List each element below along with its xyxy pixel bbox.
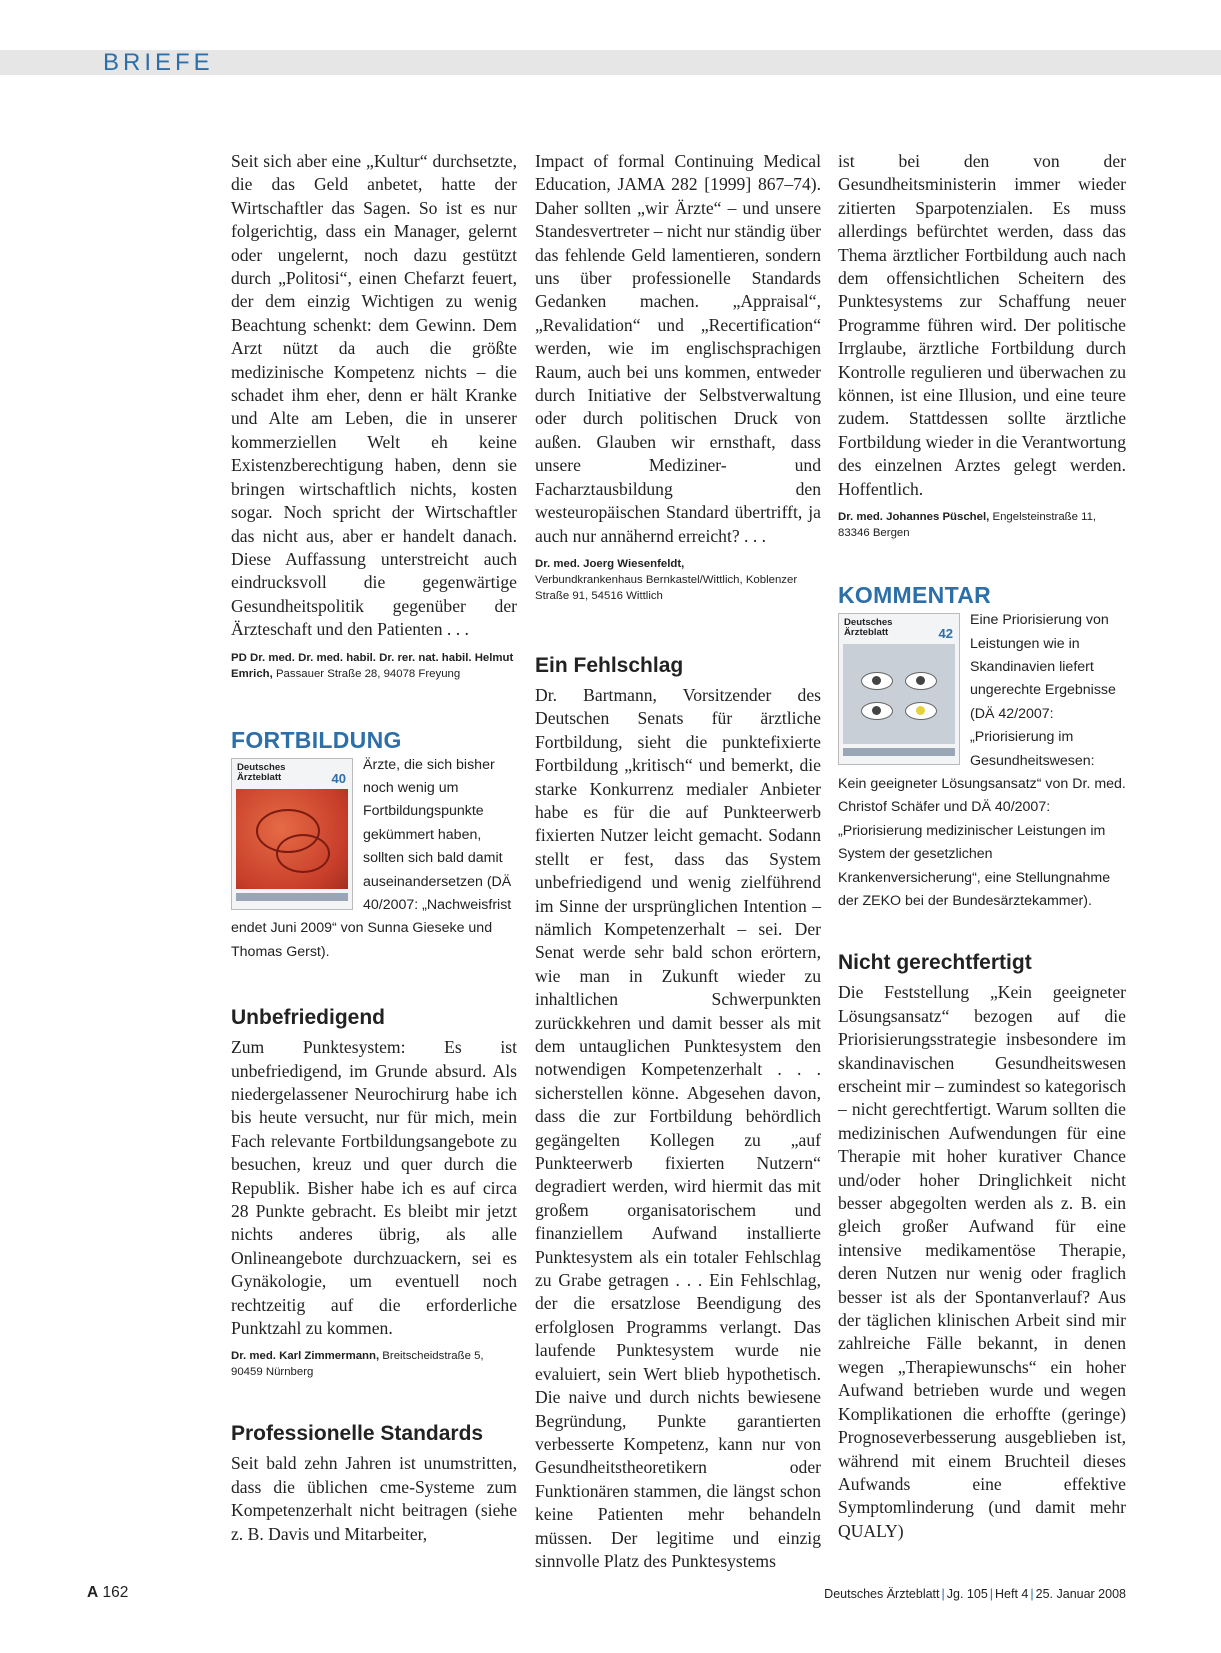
fortbildung-heading: FORTBILDUNG [231, 726, 402, 753]
thumb-brand: Deutsches Ärzteblatt [844, 617, 893, 639]
page-number-value: 162 [102, 1584, 129, 1601]
unbefriedigend-heading: Unbefriedigend [231, 1006, 386, 1030]
fehlschlag-continued-text: ist bei den von der Gesundheitsministerin immer wieder zitierten Sparpotenzialen. Es muss allerdings befürchtet werden, dass das Thema ärztlicher Fortbildung auch nach dem offensichtlichen Scheitern des Punktesystems zur Schaffung neuer Programme führen wird. Der politische Irrglaube, ärztliche Fortbildung durch Kontrolle regulieren und überwachen zu können, ist eine Illusion, und eine teure zudem. Stattdessen sollte ärztliche Fortbildung wieder in die Verantwortung des einzelnen Arztes gelegt werden. Hoffentlich. [838, 151, 1126, 499]
unbefriedigend-text: Zum Punktesystem: Es ist unbefriedigend, im Grunde absurd. Als niedergelassener Neurochirurg habe ich bis heute versucht, nur für mich, mein Fach relevante Fortbildungsangebote zu besuchen, kreuz und quer durch die Republik. Bisher habe ich es auf circa 28 Punkte gebracht. Es bleibt mir jetzt nichts anderes übrig, als alle Onlineangebote durchzuackern, sei es Gynäkologie, um eventuell noch rechtzeitig auf die erforderliche Punktzahl zu kommen. [231, 1037, 517, 1339]
fehlschlag-text: Dr. Bartmann, Vorsitzender des Deutschen Senats für ärztliche Fortbildung, sieht die punktefixierte Fortbildung „kritisch“ und bemerkt, die starke Konkurrenz medialer Anbieter habe es für die auf Punkteerwerb fixierten Nutzer leicht gemacht. Sodann stellt er fest, dass das System unbefriedigend und wenig zielführend im Sinne der ursprünglichen Intention – nämlich Kompetenzerhalt – sei. Der Senat werde sehr bald schon erörtern, wie man in Zukunft wieder zu inhaltlichen Schwerpunkten zurückkehren und damit besser als mit dem untauglichen Punktesystem den notwendigen Kompetenzerhalt . . . sicherstellen könne. Abgesehen davon, dass die zur Fortbildung behördlich gegängelten Kollegen zu „auf Punkteerwerb fixierten Nutzern“ degradiert werden, wird hiermit das mit großem organisatorischem und finanziellem Aufwand installierte Punktesystem als ein totaler Fehlschlag zu Grabe getragen . . . Ein Fehlschlag, der die ersatzlose Beendigung des erfolglosen Programms verlangt. Das laufende Punktesystem wurde nie evaluiert, sein Wert blieb hypothetisch. Die naive und durch nichts bewiesene Begründung, Punkte garantierten verbesserte Kompetenz, kann nur von Gesundheitstheoretikern oder Funktionären stammen, die längst schon keine Patienten mehr behandeln müssen. Der legitime und einzig sinnvolle Platz des Punktesystems [535, 684, 821, 1571]
fehlschlag-author [838, 509, 1126, 541]
cover-image [236, 789, 348, 889]
page-prefix: A [87, 1584, 99, 1601]
author-name: PD Dr. med. Dr. med. habil. Dr. rer. nat. habil. Helmut Emrich, [231, 651, 514, 680]
gerecht-heading: Nicht gerechtfertigt [838, 951, 1032, 975]
kommentar-heading: KOMMENTAR [838, 582, 992, 609]
column-3 [838, 150, 1126, 1543]
journal-volume: Jg. 105 [946, 1587, 988, 1601]
journal-cover-thumbnail [231, 758, 353, 910]
standards-continued-text: Impact of formal Continuing Medical Education, JAMA 282 [1999] 867–74). Daher sollten „wir Ärzte“ – und unsere Standesvertreter – nicht nur ständig über das fehlende Geld lamentieren, sondern uns über professionelle Standards Gedanken machen. „Appraisal“, „Revalidation“ und „Recertification“ werden, wie im englischsprachigen Raum, auch bei uns kommen, entweder durch Initiative der Selbstverwaltung oder durch politischen Druck von außen. Glauben wir ernsthaft, dass unsere Mediziner- und Facharztausbildung den westeuropäischen Standard übertrifft, ja auch nur annähernd erreicht? . . . [535, 151, 821, 546]
author-address: Engelsteinstraße 11, 83346 Bergen [838, 511, 1097, 540]
journal-cover-thumbnail [838, 613, 960, 765]
author-name: Dr. med. Joerg Wiesenfeldt, [535, 557, 685, 570]
unbefriedigend-author [231, 1348, 517, 1380]
fortbildung-box [231, 754, 517, 965]
letter-intro-author [231, 650, 517, 682]
author-address: Passauer Straße 28, 94078 Freyung [275, 667, 461, 680]
kommentar-intro-text: Eine Priorisierung von Leistungen wie in Skandinavien liefert ungerechte Ergebnisse (DÄ 42/2007: „Priorisierung im Gesundheitswesen: Kein geeigneter Lösungsansatz“ von Dr. med. Christof Schäfer und DÄ 40/2007: „Priorisierung medizinischer Leistungen im System der gesetzlichen Krankenversicherung“, eine Stellungnahme der ZEKO bei der Bundesärztekammer). [838, 612, 1126, 909]
standards-text: Seit bald zehn Jahren ist unumstritten, dass die üblichen cme-Systeme zum Kompetenzerhalt nicht beitragen (siehe z. B. Davis und Mitarbeiter, [231, 1453, 517, 1544]
column-1 [231, 150, 517, 1546]
standards-heading: Professionelle Standards [231, 1422, 484, 1446]
gerecht-text: Die Feststellung „Kein geeigneter Lösungsansatz“ bezogen auf die Priorisierungsstrategie insbesondere im skandinavischen Gesundheitswesen erscheint mir – zumindest so kategorisch – nicht gerechtfertigt. Warum sollten die medizinischen Aufwendungen für eine Therapie mit hoher kurativer Chance und/oder hoher Dringlichkeit nicht besser abgegolten werden als z. B. ein gleich großer Aufwand für eine intensive medikamentöse Therapie, deren Nutzen nur wenig oder fraglich besser ist als der Spontanverlauf? Aus der täglichen klinischen Arbeit sind mir zahlreiche Fälle bekannt, in denen wegen „Therapiewunschs“ ein hoher Aufwand betrieben wurde und wegen Komplikationen die erhoffte (geringe) Prognoseverbesserung ausgeblieben ist, während mit einem Bruchteil dieses Aufwands eine effektive Symptomlinderung (und damit mehr QUALY) [838, 982, 1126, 1541]
kommentar-box [838, 609, 1126, 913]
journal-name: Deutsches Ärzteblatt [824, 1587, 940, 1601]
journal-footer: Deutsches Ärzteblatt | Jg. 105 | Heft 4 | 25. Januar 2008 [824, 1587, 1126, 1601]
cover-image [843, 644, 955, 744]
journal-issue: Heft 4 [995, 1587, 1029, 1601]
fortbildung-intro-text: Ärzte, die sich bisher noch wenig um Fortbildungspunkte gekümmert haben, sollten sich bald damit auseinandersetzen (DÄ 40/2007: „Nachweisfrist endet Juni 2009“ von Sunna Gieseke und Thomas Gerst). [231, 756, 512, 960]
thumb-issue: 42 [938, 626, 953, 642]
section-label: BRIEFE [103, 49, 214, 76]
author-address: Verbundkrankenhaus Bernkastel/Wittlich, Koblenzer Straße 91, 54516 Wittlich [535, 573, 798, 602]
letter-intro-text: Seit sich aber eine „Kultur“ durchsetzte, die das Geld anbetet, hatte der Wirtschaftler das Sagen. So ist es nur folgerichtig, dass ein Manager, gelernt oder ungelernt, noch dazu gestützt durch „Politosi“, einen Chefarzt feuert, der dem einzig Wichtigen zu wenig Beachtung schenkt: dem Gewinn. Dem Arzt nützt da auch die größte medizinische Kompetenz nichts – die schadet ihm eher, denn er hält Kranke und Alte am Leben, die in unserer kommerziellen Welt eh keine Existenzberechtigung haben, denn sie bringen wirtschaftlich nichts, kosten sogar. Noch spricht der Wirtschaftler das nicht aus, aber er handelt danach. Diese Auffassung unterstreicht auch eindrucksvoll die gegenwärtige Gesundheitspolitik gegenüber der Ärzteschaft und den Patienten . . . [231, 151, 517, 640]
column-2 [535, 150, 821, 1573]
thumb-brand: Deutsches Ärzteblatt [237, 761, 286, 783]
author-name: Dr. med. Johannes Püschel, [838, 511, 990, 524]
thumb-issue: 40 [331, 770, 346, 786]
standards-author [535, 556, 821, 604]
journal-date: 25. Januar 2008 [1035, 1587, 1126, 1601]
author-address: Breitscheidstraße 5, 90459 Nürnberg [231, 1350, 484, 1379]
author-name: Dr. med. Karl Zimmermann, [231, 1350, 380, 1363]
fehlschlag-heading: Ein Fehlschlag [535, 653, 684, 677]
page-number [87, 1584, 128, 1602]
